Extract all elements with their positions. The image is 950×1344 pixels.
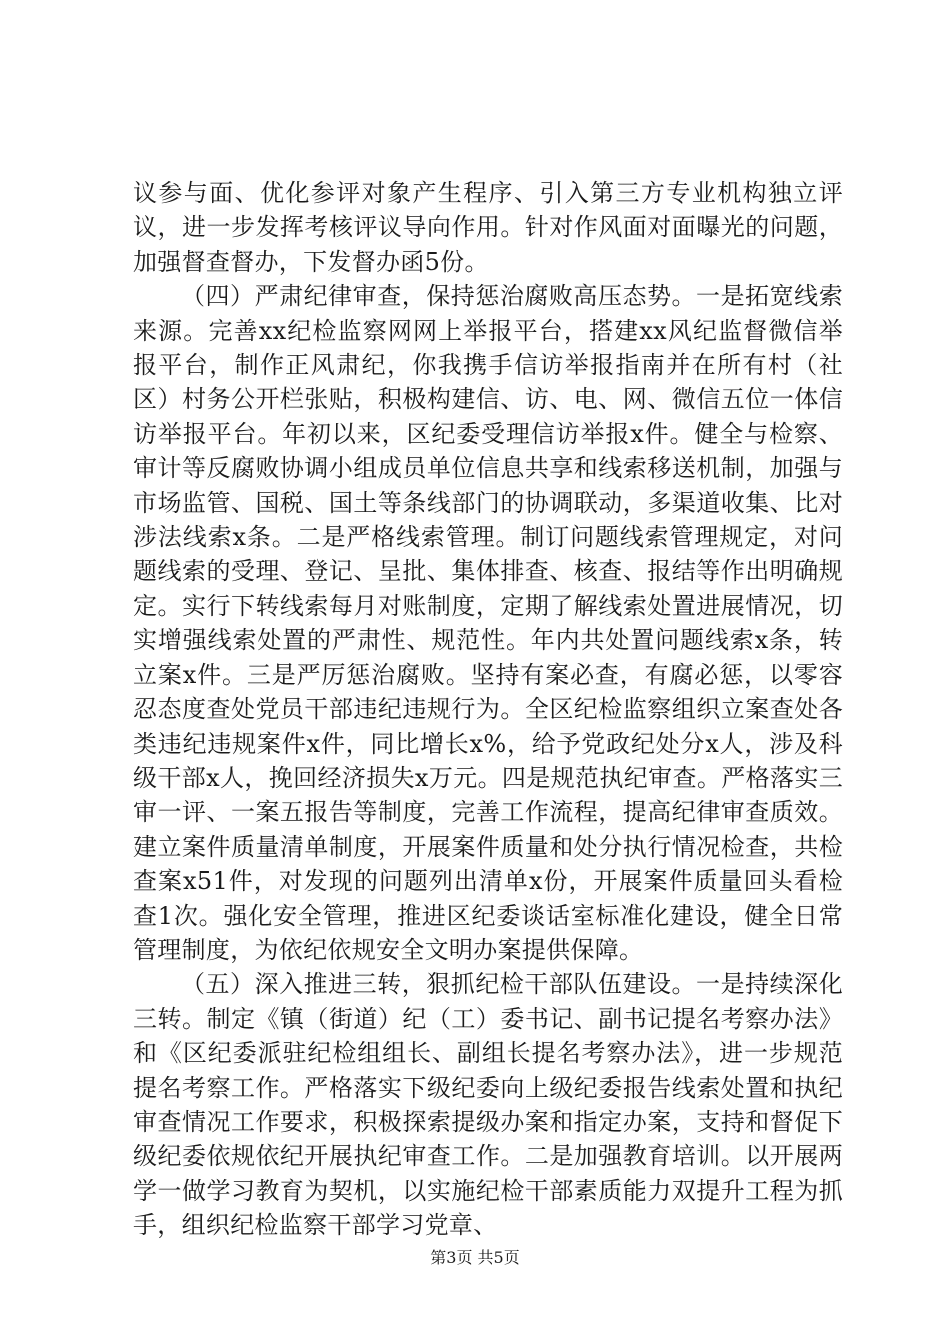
page-number-footer: 第3页 共5页 [430, 1248, 520, 1267]
document-body [133, 176, 843, 1243]
paragraph-continuation: 议参与面、优化参评对象产生程序、引入第三方专业机构独立评议，进一步发挥考核评议导向作用。针对作风面对面曝光的问题，加强督查督办，下发督办函5份。 [133, 179, 843, 276]
paragraph-section-4: （四）严肃纪律审查，保持惩治腐败高压态势。一是拓宽线索来源。完善xx纪检监察网网上举报平台，搭建xx风纪监督微信举报平台，制作正风肃纪，你我携手信访举报指南并在所有村（社区）村务公开栏张贴，积极构建信、访、电、网、微信五位一体信访举报平台。年初以来，区纪委受理信访举报x件。健全与检察、审计等反腐败协调小组成员单位信息共享和线索移送机制，加强与市场监管、国税、国土等条线部门的协调联动，多渠道收集、比对涉法线索x条。二是严格线索管理。制订问题线索管理规定，对问题线索的受理、登记、呈批、集体排查、核查、报结等作出明确规定。实行下转线索每月对账制度，定期了解线索处置进展情况，切实增强线索处置的严肃性、规范性。年内共处置问题线索x条，转立案x件。三是严厉惩治腐败。坚持有案必查，有腐必惩，以零容忍态度查处党员干部违纪违规行为。全区纪检监察组织立案查处各类违纪违规案件x件，同比增长x%，给予党政纪处分x人，涉及科级干部x人，挽回经济损失x万元。四是规范执纪审查。严格落实三审一评、一案五报告等制度，完善工作流程，提高纪律审查质效。建立案件质量清单制度，开展案件质量和处分执行情况检查，共检查案x51件，对发现的问题列出清单x份，开展案件质量回头看检查1次。强化安全管理，推进区纪委谈话室标准化建设，健全日常管理制度，为依纪依规安全文明办案提供保障。 [133, 282, 843, 964]
paragraph-section-5: （五）深入推进三转，狠抓纪检干部队伍建设。一是持续深化三转。制定《镇（街道）纪（工）委书记、副书记提名考察办法》和《区纪委派驻纪检组组长、副组长提名考察办法》，进一步规范提名考察工作。严格落实下级纪委向上级纪委报告线索处置和执纪审查情况工作要求，积极探索提级办案和指定办案，支持和督促下级纪委依规依纪开展执纪审查工作。二是加强教育培训。以开展两学一做学习教育为契机，以实施纪检干部素质能力双提升工程为抓手，组织纪检监察干部学习党章、 [133, 970, 843, 1240]
